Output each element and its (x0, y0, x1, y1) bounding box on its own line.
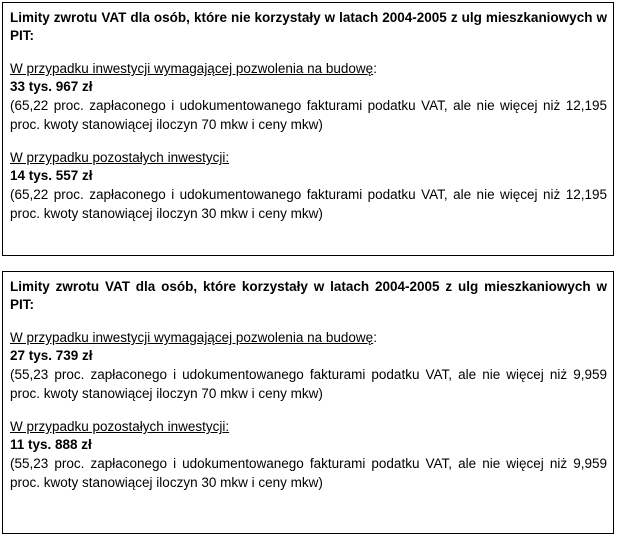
refund-description: (65,22 proc. zapłaconego i udokumentowanego fakturami podatku VAT, ale nie więcej niż 12,195 proc. kwoty stanowiącej iloczyn 70 mkw i ceny mkw) (10, 98, 607, 132)
section-heading: W przypadku inwestycji wymagającej pozwolenia na budowę (10, 330, 374, 345)
refund-description: (65,22 proc. zapłaconego i udokumentowanego fakturami podatku VAT, ale nie więcej niż 12,195 proc. kwoty stanowiącej iloczyn 30 mkw i ceny mkw) (10, 187, 607, 221)
section-heading: W przypadku pozostałych inwestycji: (10, 150, 230, 165)
limits-box-with-relief (2, 271, 614, 534)
section-other-investments (10, 417, 607, 492)
limits-box-no-relief (2, 2, 614, 256)
box-title: Limity zwrotu VAT dla osób, które korzystały w latach 2004-2005 z ulg mieszkaniowych w PIT: (10, 279, 607, 312)
section-heading: W przypadku inwestycji wymagającej pozwolenia na budowę (10, 61, 374, 76)
refund-amount: 14 tys. 557 zł (10, 168, 93, 183)
refund-description: (55,23 proc. zapłaconego i udokumentowanego fakturami podatku VAT, ale nie więcej niż 9,959 proc. kwoty stanowiącej iloczyn 70 mkw i ceny mkw) (10, 367, 607, 401)
refund-description: (55,23 proc. zapłaconego i udokumentowanego fakturami podatku VAT, ale nie więcej niż 9,959 proc. kwoty stanowiącej iloczyn 30 mkw i ceny mkw) (10, 456, 607, 490)
section-other-investments (10, 148, 607, 223)
section-heading: W przypadku pozostałych inwestycji: (10, 419, 230, 434)
section-building-permit (10, 328, 607, 403)
section-building-permit (10, 59, 607, 134)
box-title: Limity zwrotu VAT dla osób, które nie korzystały w latach 2004-2005 z ulg mieszkaniowych w PIT: (10, 10, 607, 43)
heading-suffix: : (373, 330, 377, 345)
refund-amount: 11 tys. 888 zł (10, 437, 92, 452)
refund-amount: 27 tys. 739 zł (10, 348, 93, 363)
heading-suffix: : (373, 61, 377, 76)
refund-amount: 33 tys. 967 zł (10, 79, 93, 94)
